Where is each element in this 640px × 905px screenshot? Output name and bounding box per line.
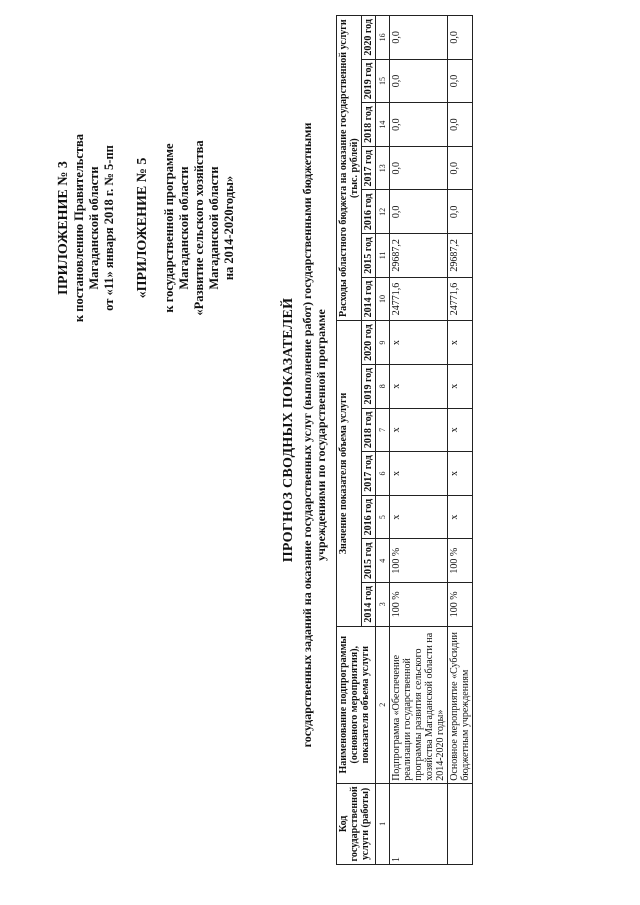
column-number: 7 — [376, 408, 390, 452]
column-number: 12 — [376, 190, 390, 234]
budget-value: 0,0 — [448, 59, 473, 103]
header-line: от «11» января 2018 г. № 5-пп — [102, 145, 116, 311]
volume-value: х — [390, 452, 448, 496]
table-row — [390, 16, 448, 865]
column-number: 5 — [376, 495, 390, 539]
subtitle-line: государственных заданий на оказание государственных услуг (выполнение работ) государственными бюджетными — [300, 122, 314, 748]
year-header: 2019 год — [362, 364, 376, 408]
column-number: 1 — [376, 783, 390, 864]
forecast-table — [336, 15, 473, 865]
appendix-number: ПРИЛОЖЕНИЕ № 3 — [56, 161, 71, 295]
header-line: на 2014-2020годы» — [222, 175, 236, 281]
header-line: «Развитие сельского хозяйства — [192, 140, 206, 316]
header-line: Магаданской области — [207, 166, 221, 290]
budget-value: 0,0 — [448, 190, 473, 234]
header-line: Магаданской области — [177, 166, 191, 290]
budget-value: 24771,6 — [448, 277, 473, 321]
header-line: к постановлению Правительства — [72, 133, 86, 323]
column-number: 2 — [376, 626, 390, 783]
column-group-budget: Расходы областного бюджета на оказание государственной услуги (тыс. рублей) — [337, 16, 362, 321]
volume-value: х — [390, 408, 448, 452]
year-header: 2015 год — [362, 539, 376, 583]
appendix-number-2: «ПРИЛОЖЕНИЕ № 5 — [135, 157, 150, 299]
budget-value: 0,0 — [390, 59, 448, 103]
subtitle-line: учреждениями по государственной программе — [314, 309, 328, 561]
column-number: 14 — [376, 103, 390, 147]
year-header: 2014 год — [362, 582, 376, 626]
year-header: 2020 год — [362, 321, 376, 365]
volume-value: 100 % — [390, 582, 448, 626]
year-header: 2017 год — [362, 452, 376, 496]
budget-value: 0,0 — [390, 16, 448, 60]
volume-value: 100 % — [448, 539, 473, 583]
column-number-row — [376, 16, 390, 865]
column-number: 6 — [376, 452, 390, 496]
volume-value: х — [448, 321, 473, 365]
budget-value: 0,0 — [448, 103, 473, 147]
year-header: 2018 год — [362, 103, 376, 147]
column-number: 11 — [376, 234, 390, 278]
column-number: 3 — [376, 582, 390, 626]
volume-value: х — [448, 495, 473, 539]
budget-value: 0,0 — [390, 146, 448, 190]
table-row — [448, 16, 473, 865]
budget-value: 0,0 — [448, 146, 473, 190]
column-number: 10 — [376, 277, 390, 321]
year-header: 2016 год — [362, 495, 376, 539]
column-number: 4 — [376, 539, 390, 583]
budget-value: 24771,6 — [390, 277, 448, 321]
budget-value: 0,0 — [448, 16, 473, 60]
row-name: Основное мероприятие «Субсидии бюджетным учреждениям — [448, 626, 473, 783]
volume-value: х — [390, 364, 448, 408]
year-header: 2020 год — [362, 16, 376, 60]
budget-value: 29687,2 — [390, 234, 448, 278]
row-code: 1 — [390, 783, 448, 864]
volume-value: х — [448, 364, 473, 408]
budget-value: 29687,2 — [448, 234, 473, 278]
document-title: ПРОГНОЗ СВОДНЫХ ПОКАЗАТЕЛЕЙ — [281, 297, 296, 563]
year-header: 2018 год — [362, 408, 376, 452]
column-number: 15 — [376, 59, 390, 103]
row-name: Подпрограмма «Обеспечение реализации государственной программы развития сельского хозяйства Магаданской области на 2014-2020 годы» — [390, 626, 448, 783]
volume-value: х — [390, 495, 448, 539]
header-line: Магаданской области — [87, 166, 101, 290]
column-header-name: Наименование подпрограммы (основного мероприятия), показателя объема услуги — [337, 626, 376, 783]
year-header: 2014 год — [362, 277, 376, 321]
year-header: 2016 год — [362, 190, 376, 234]
volume-value: х — [390, 321, 448, 365]
column-number: 13 — [376, 146, 390, 190]
appendix-header — [56, 78, 237, 378]
document-subtitle — [300, 5, 328, 865]
volume-value: х — [448, 452, 473, 496]
year-header: 2015 год — [362, 234, 376, 278]
year-header: 2017 год — [362, 146, 376, 190]
volume-value: 100 % — [390, 539, 448, 583]
column-header-code: Код государственной услуги (работы) — [337, 783, 376, 864]
column-number: 16 — [376, 16, 390, 60]
budget-value: 0,0 — [390, 103, 448, 147]
year-header: 2019 год — [362, 59, 376, 103]
volume-value: х — [448, 408, 473, 452]
row-code — [448, 783, 473, 864]
column-number: 8 — [376, 364, 390, 408]
volume-value: 100 % — [448, 582, 473, 626]
column-number: 9 — [376, 321, 390, 365]
header-line: к государственной программе — [162, 143, 176, 313]
budget-value: 0,0 — [390, 190, 448, 234]
column-group-volume: Значение показателя объема услуги — [337, 321, 362, 626]
